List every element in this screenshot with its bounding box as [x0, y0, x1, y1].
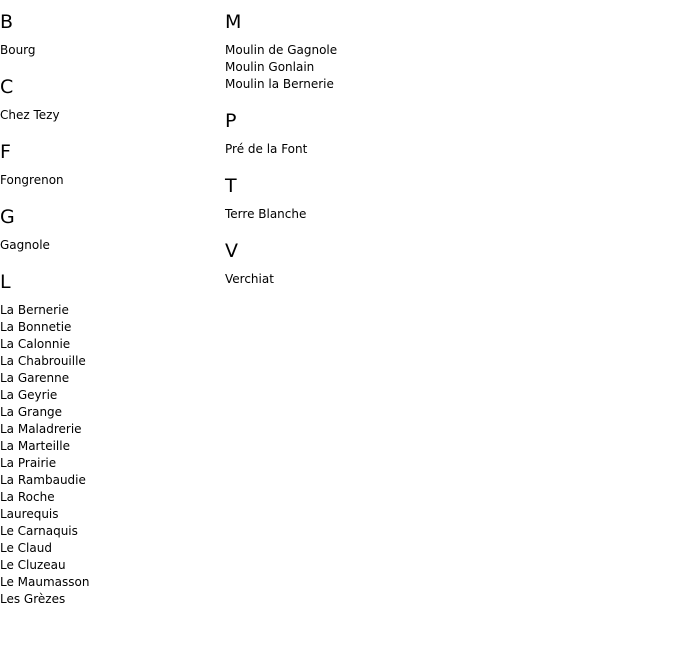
place-name: La Roche	[0, 490, 55, 504]
place-name: La Bernerie	[0, 303, 69, 317]
place-list	[0, 107, 210, 124]
letter-group	[0, 206, 210, 254]
place-name: La Geyrie	[0, 388, 58, 402]
index-column-left	[0, 0, 210, 625]
letter-heading: P	[225, 110, 237, 132]
place-name: Le Cluzeau	[0, 558, 66, 572]
place-name: Les Grèzes	[0, 592, 66, 606]
place-name: Laurequis	[0, 507, 59, 521]
letter-heading: G	[0, 206, 15, 228]
place-name: Moulin Gonlain	[225, 60, 315, 74]
place-name: La Maladrerie	[0, 422, 82, 436]
place-name: Le Claud	[0, 541, 52, 555]
place-list	[225, 206, 485, 223]
letter-group	[225, 240, 485, 288]
letter-group	[0, 76, 210, 124]
place-name: Le Carnaquis	[0, 524, 78, 538]
letter-heading: M	[225, 11, 242, 33]
place-list	[0, 237, 210, 254]
letter-group	[0, 141, 210, 189]
index-column-right	[225, 0, 485, 305]
place-name: Chez Tezy	[0, 108, 60, 122]
place-name: La Chabrouille	[0, 354, 86, 368]
letter-group	[0, 271, 210, 608]
place-list	[225, 271, 485, 288]
place-name: La Calonnie	[0, 337, 71, 351]
place-name: Terre Blanche	[225, 207, 307, 221]
place-list	[0, 172, 210, 189]
place-name: La Rambaudie	[0, 473, 86, 487]
place-name: Bourg	[0, 43, 36, 57]
place-name: Fongrenon	[0, 173, 64, 187]
place-name: La Grange	[0, 405, 63, 419]
place-name: Moulin de Gagnole	[225, 43, 338, 57]
letter-group	[225, 11, 485, 93]
place-name: Verchiat	[225, 272, 274, 286]
place-list	[225, 141, 485, 158]
letter-group	[225, 175, 485, 223]
letter-heading: V	[225, 240, 238, 262]
place-name: Gagnole	[0, 238, 50, 252]
place-name: La Bonnetie	[0, 320, 72, 334]
place-list	[0, 42, 210, 59]
place-list	[0, 302, 210, 608]
place-name: La Garenne	[0, 371, 70, 385]
place-list	[225, 42, 485, 93]
letter-group	[0, 11, 210, 59]
letter-heading: C	[0, 76, 14, 98]
letter-group	[225, 110, 485, 158]
letter-heading: L	[0, 271, 11, 293]
place-name: La Marteille	[0, 439, 70, 453]
place-name: La Prairie	[0, 456, 57, 470]
letter-heading: B	[0, 11, 14, 33]
place-name: Le Maumasson	[0, 575, 90, 589]
letter-heading: T	[225, 175, 237, 197]
place-name: Moulin la Bernerie	[225, 77, 334, 91]
place-name: Pré de la Font	[225, 142, 308, 156]
letter-heading: F	[0, 141, 11, 163]
